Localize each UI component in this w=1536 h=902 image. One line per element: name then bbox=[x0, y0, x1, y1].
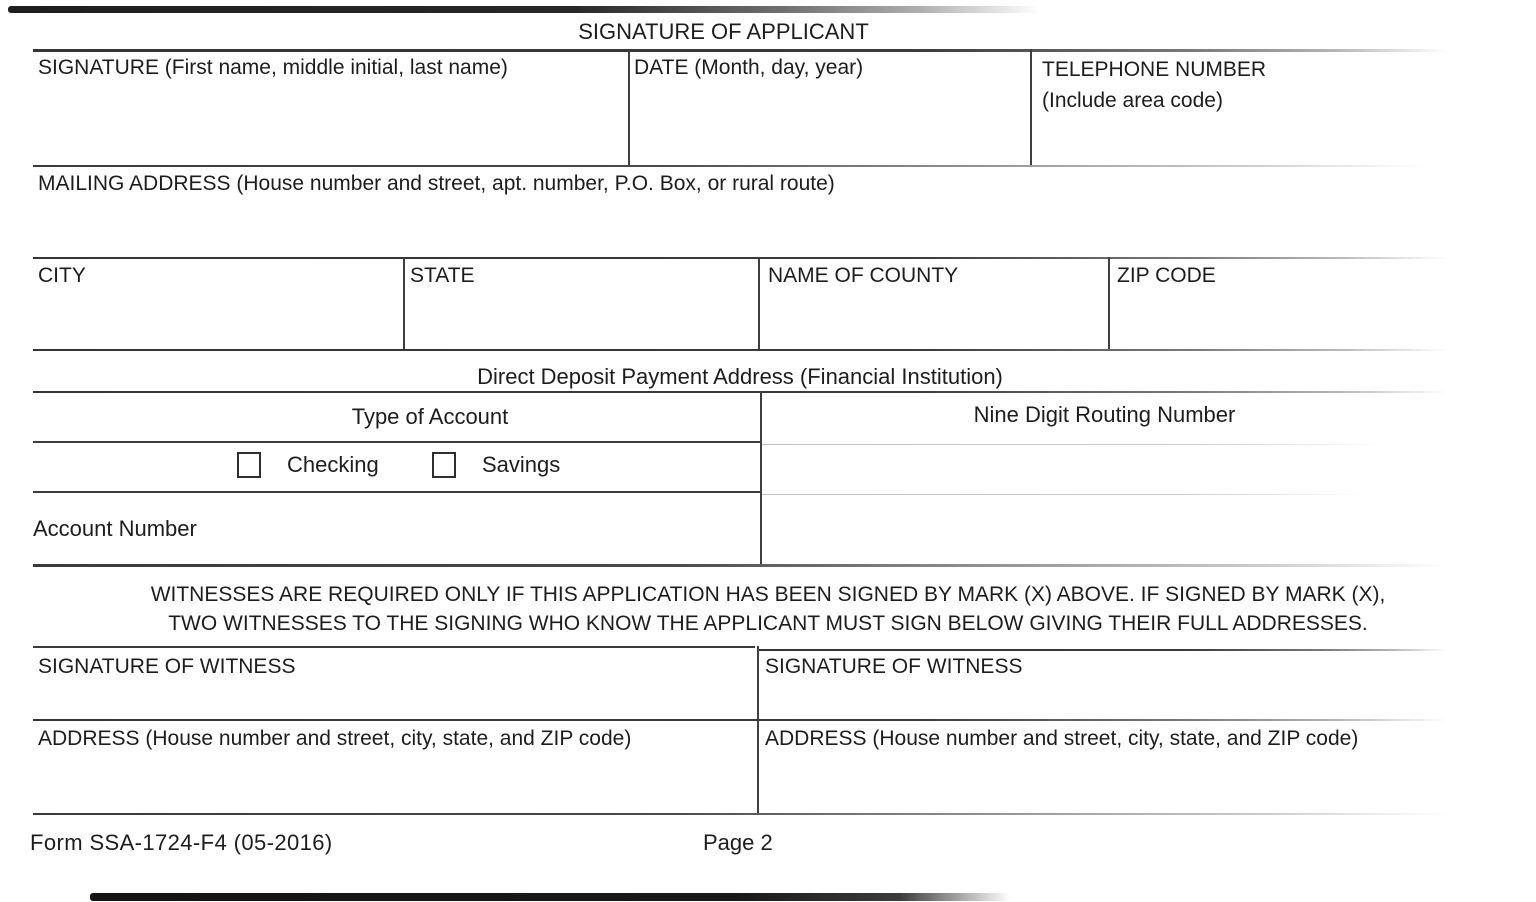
divider bbox=[762, 444, 1382, 445]
routing-number-field[interactable] bbox=[762, 430, 1402, 563]
witness2-address-label: ADDRESS (House number and street, city, state, and ZIP code) bbox=[765, 727, 1359, 750]
mailing-address-field[interactable] bbox=[35, 200, 1435, 255]
divider bbox=[628, 49, 630, 166]
city-field[interactable] bbox=[35, 292, 400, 348]
scan-edge-bar-top bbox=[8, 6, 1040, 13]
divider bbox=[33, 391, 1447, 393]
divider bbox=[33, 165, 1423, 167]
savings-checkbox[interactable] bbox=[432, 452, 456, 478]
divider bbox=[33, 349, 1447, 351]
type-of-account-label: Type of Account bbox=[351, 404, 509, 429]
account-number-label: Account Number bbox=[33, 516, 197, 541]
witness2-address-field[interactable] bbox=[762, 756, 1442, 811]
divider bbox=[757, 649, 1447, 651]
witness-instructions-line1: WITNESSES ARE REQUIRED ONLY IF THIS APPLICATION HAS BEEN SIGNED BY MARK (X) ABOVE. IF SIGNED BY MARK (X), bbox=[150, 583, 1386, 606]
page-number: Page 2 bbox=[703, 830, 773, 855]
divider bbox=[33, 49, 1447, 52]
state-field[interactable] bbox=[407, 292, 755, 348]
checking-checkbox[interactable] bbox=[237, 452, 261, 478]
witness-instructions-line2: TWO WITNESSES TO THE SIGNING WHO KNOW THE APPLICANT MUST SIGN BELOW GIVING THEIR FULL ADDRESSES. bbox=[168, 612, 1368, 635]
county-label: NAME OF COUNTY bbox=[768, 264, 959, 287]
divider bbox=[33, 813, 1447, 815]
savings-label: Savings bbox=[482, 452, 561, 477]
zip-code-label: ZIP CODE bbox=[1117, 264, 1216, 287]
form-number: Form SSA-1724-F4 (05-2016) bbox=[30, 830, 333, 855]
divider bbox=[757, 646, 759, 814]
divider bbox=[33, 646, 755, 648]
divider bbox=[33, 564, 1447, 567]
witness1-signature-field[interactable] bbox=[35, 682, 750, 717]
telephone-label: TELEPHONE NUMBER bbox=[1042, 58, 1267, 81]
divider bbox=[33, 719, 1447, 721]
signature-label: SIGNATURE (First name, middle initial, last name) bbox=[38, 56, 508, 79]
routing-number-label: Nine Digit Routing Number bbox=[973, 402, 1236, 427]
scan-edge-bar-bottom bbox=[90, 893, 1010, 901]
county-field[interactable] bbox=[762, 292, 1105, 348]
checking-label: Checking bbox=[287, 452, 379, 477]
zip-code-field[interactable] bbox=[1112, 292, 1432, 348]
divider bbox=[33, 257, 1447, 259]
divider bbox=[1030, 49, 1032, 166]
signature-field[interactable] bbox=[35, 84, 625, 164]
divider bbox=[758, 257, 760, 350]
divider bbox=[33, 441, 760, 443]
witness1-signature-label: SIGNATURE OF WITNESS bbox=[38, 655, 296, 678]
witness1-address-field[interactable] bbox=[35, 756, 750, 811]
account-number-field[interactable] bbox=[230, 505, 755, 560]
divider bbox=[1108, 257, 1110, 350]
city-label: CITY bbox=[38, 264, 86, 287]
date-field[interactable] bbox=[632, 84, 1027, 164]
telephone-label-area-code: (Include area code) bbox=[1042, 89, 1223, 112]
witness1-address-label: ADDRESS (House number and street, city, state, and ZIP code) bbox=[38, 727, 632, 750]
witness2-signature-field[interactable] bbox=[762, 682, 1442, 717]
mailing-address-label: MAILING ADDRESS (House number and street, apt. number, P.O. Box, or rural route) bbox=[38, 172, 835, 195]
divider bbox=[403, 257, 405, 350]
state-label: STATE bbox=[410, 264, 475, 287]
divider bbox=[762, 494, 1362, 495]
telephone-field[interactable] bbox=[1034, 118, 1434, 164]
section-title-signature-of-applicant: SIGNATURE OF APPLICANT bbox=[578, 19, 869, 44]
section-title-direct-deposit: Direct Deposit Payment Address (Financial Institution) bbox=[477, 364, 1003, 389]
witness2-signature-label: SIGNATURE OF WITNESS bbox=[765, 655, 1023, 678]
divider bbox=[33, 491, 760, 493]
date-label: DATE (Month, day, year) bbox=[634, 56, 864, 79]
